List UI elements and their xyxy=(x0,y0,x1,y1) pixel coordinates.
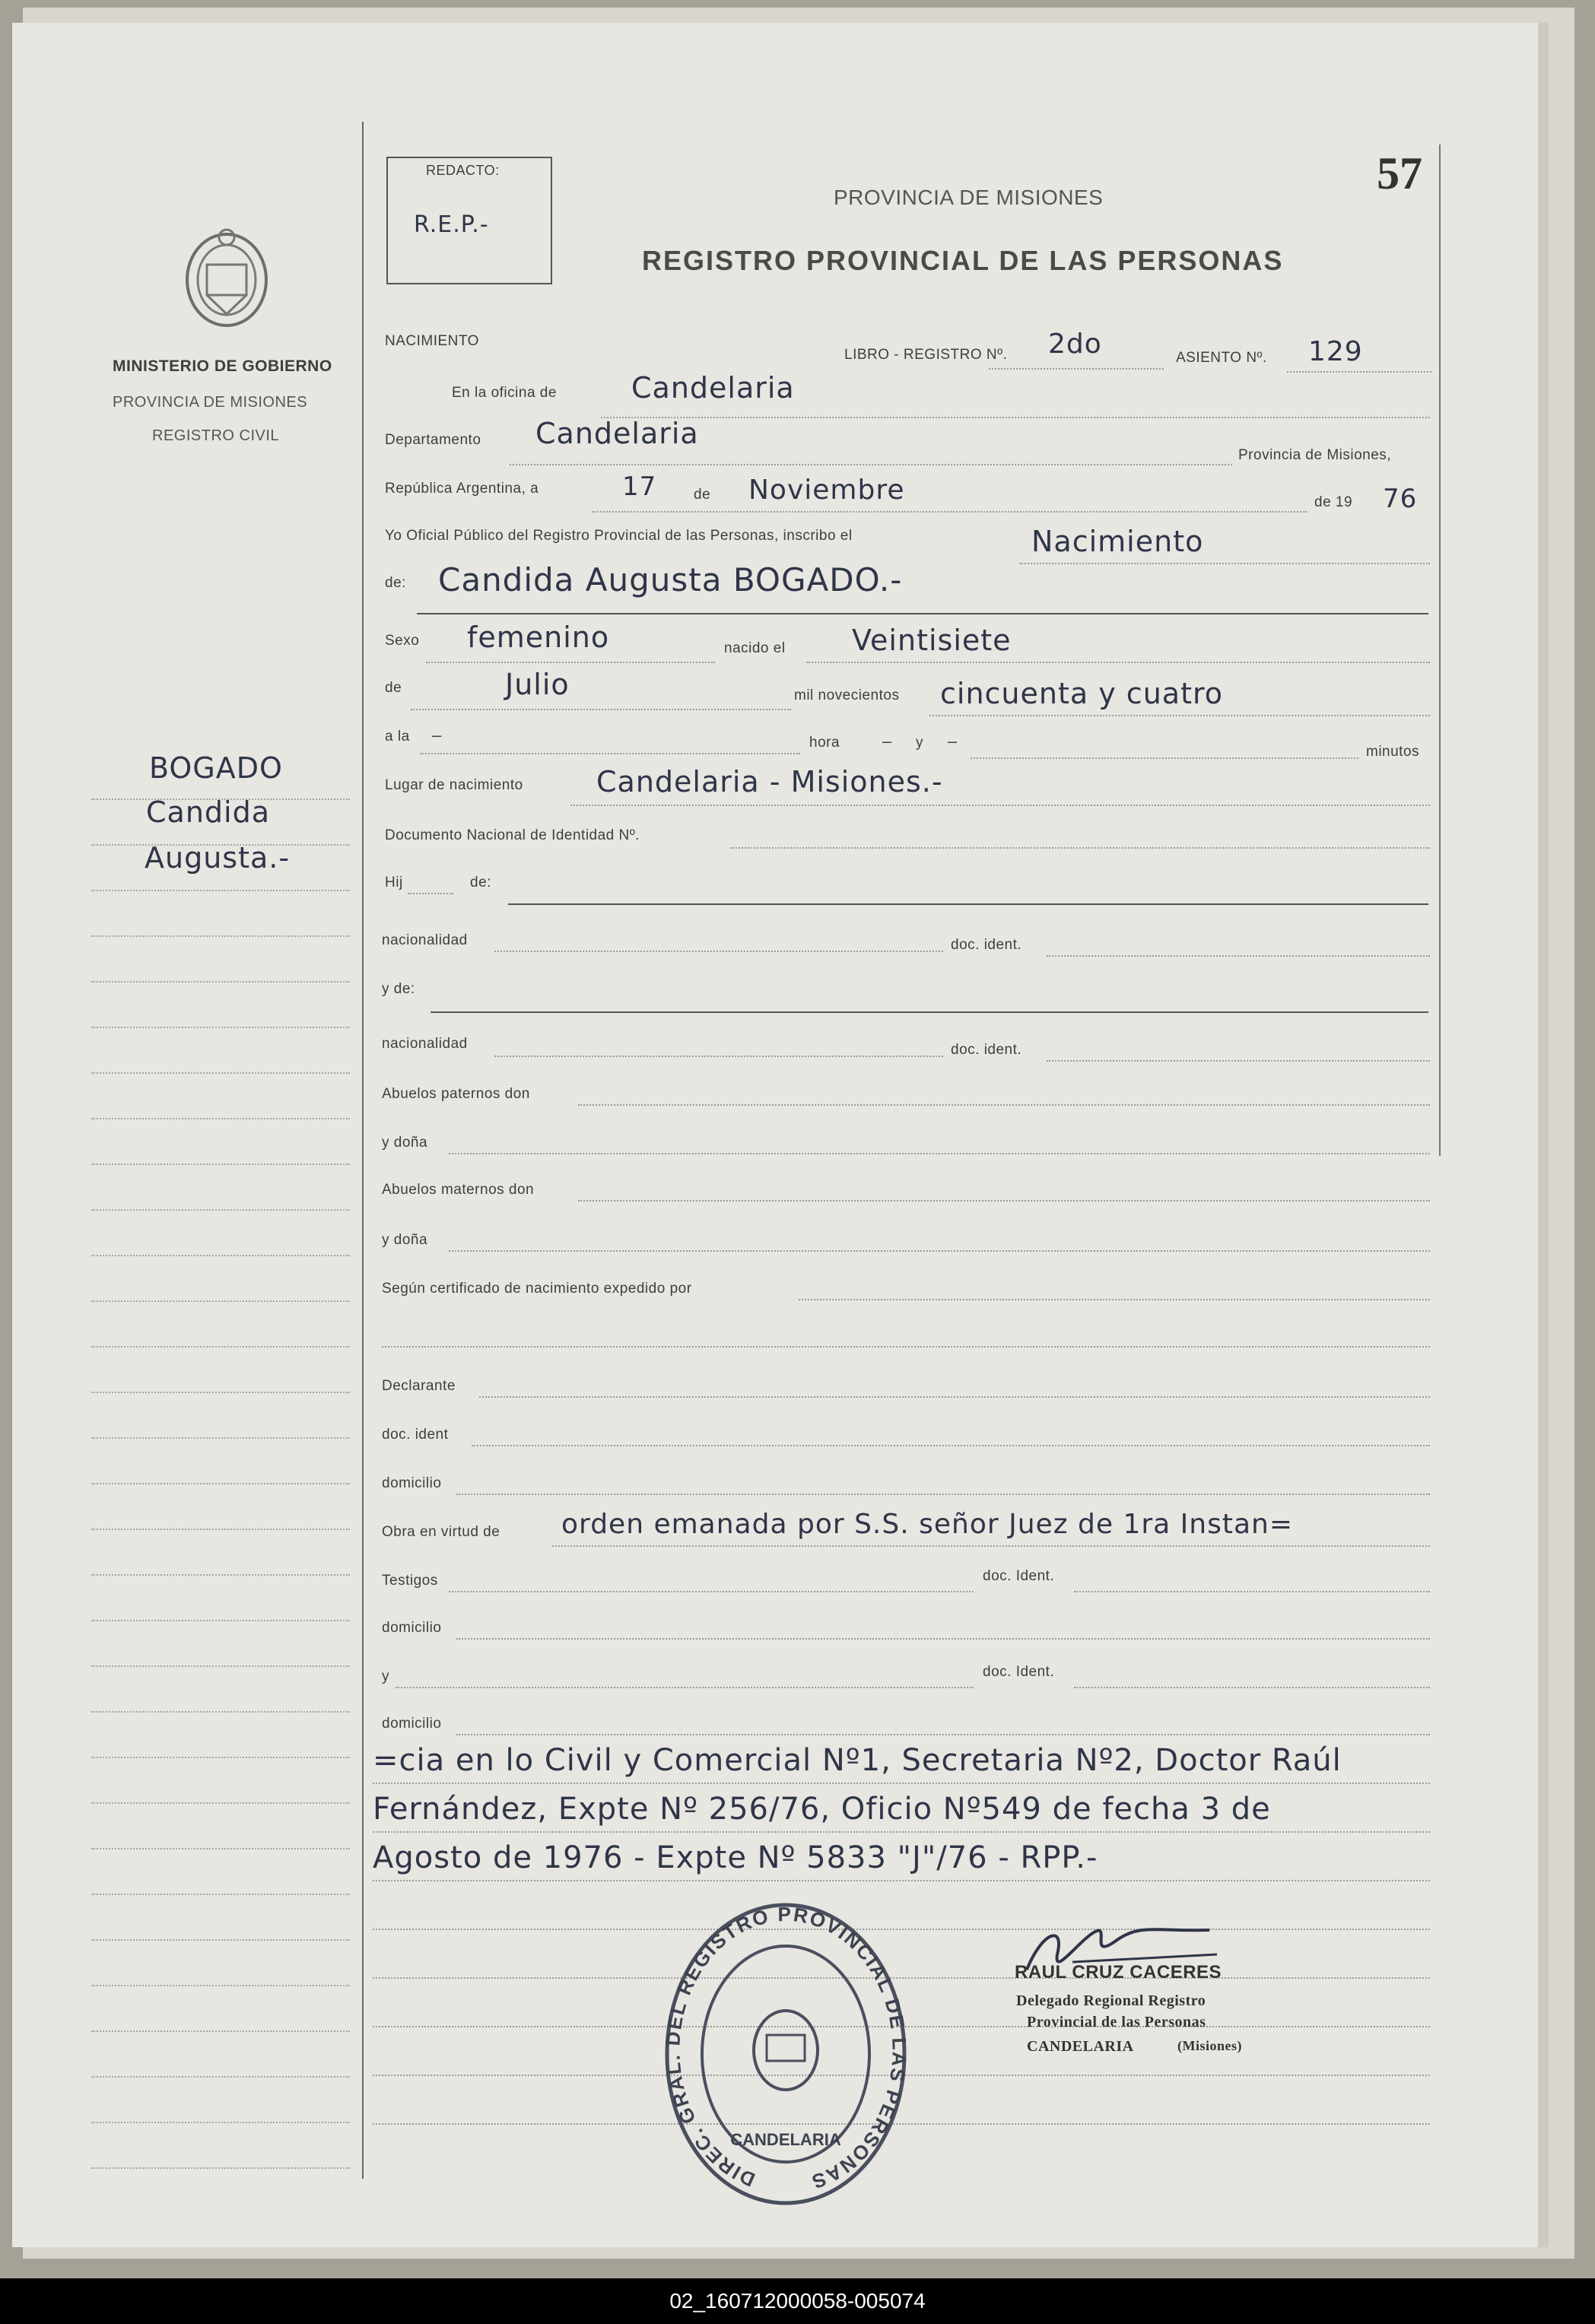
year-value: 76 xyxy=(1383,484,1418,514)
stamp-bottom-text: CANDELARIA xyxy=(730,2130,841,2149)
left-province-label: PROVINCIA DE MISIONES xyxy=(113,394,308,411)
republica-label: República Argentina, a xyxy=(385,481,539,497)
margin-line xyxy=(91,1027,350,1028)
asiento-value: 129 xyxy=(1308,336,1363,367)
y2-label: y xyxy=(382,1668,389,1684)
asiento-label: ASIENTO Nº. xyxy=(1176,350,1267,366)
signer-title-2: Provincial de las Personas xyxy=(1027,2014,1206,2030)
segun-line xyxy=(799,1299,1430,1300)
day-value: 17 xyxy=(622,471,657,502)
lugar-value: Candelaria - Misiones.- xyxy=(596,765,943,798)
official-stamp xyxy=(660,1898,911,2210)
margin-line xyxy=(91,1300,350,1302)
notes-line-2: Fernández, Expte Nº 256/76, Oficio Nº549 de fecha 3 de xyxy=(373,1792,1271,1827)
month-value: Noviembre xyxy=(748,475,905,506)
asiento-line xyxy=(1287,371,1431,373)
de3-label: de: xyxy=(470,875,491,891)
libro-label: LIBRO - REGISTRO Nº. xyxy=(844,347,1008,363)
redacto-box xyxy=(386,157,552,284)
hij-label: Hij xyxy=(385,875,403,891)
doc-ident2-line xyxy=(1047,1060,1430,1062)
sexo-value: femenino xyxy=(467,621,610,654)
hora-value: – xyxy=(882,732,892,751)
nacionalidad2-line xyxy=(494,1056,943,1057)
abuelos-maternos-label: Abuelos maternos don xyxy=(382,1182,535,1198)
hora-label: hora xyxy=(809,735,840,751)
margin-line xyxy=(91,2122,350,2123)
testigos-label: Testigos xyxy=(382,1573,438,1589)
oficial-text: Yo Oficial Público del Registro Provincial de las Personas, inscribo el xyxy=(385,528,853,544)
signer-title-1: Delegado Regional Registro xyxy=(1016,1992,1206,2009)
ydona2-line xyxy=(449,1250,1430,1252)
mil-label: mil novecientos xyxy=(794,687,900,703)
obra-line xyxy=(552,1545,1430,1547)
margin-line xyxy=(91,1255,350,1256)
a-la-label: a la xyxy=(385,729,410,745)
libro-value: 2do xyxy=(1048,329,1102,360)
child-name: Candida Augusta BOGADO.- xyxy=(438,561,903,598)
margin-line xyxy=(91,1802,350,1804)
margin-line xyxy=(91,981,350,983)
notes-line-3: Agosto de 1976 - Expte Nº 5833 "J"/76 - RPP.- xyxy=(373,1840,1098,1875)
doc-ident5-label: doc. Ident. xyxy=(983,1664,1055,1680)
margin-line xyxy=(91,935,350,937)
year-prefix: de 19 xyxy=(1314,494,1353,510)
margin-line xyxy=(91,2167,350,2169)
segun-line-2 xyxy=(382,1346,1430,1348)
stamp-ring-text: DIREC. GRAL. DEL REGISTRO PROVINCIAL DE LAS PERSONAS xyxy=(661,1902,911,2194)
margin-line xyxy=(91,1209,350,1211)
oficial-value: Nacimiento xyxy=(1031,525,1204,558)
hij-name-line xyxy=(508,903,1428,905)
doc-ident2-label: doc. ident. xyxy=(951,1042,1022,1058)
redacto-label: REDACTO: xyxy=(426,163,500,178)
margin-line xyxy=(91,2076,350,2078)
notes-rule-3 xyxy=(373,1880,1430,1881)
margin-line xyxy=(91,2030,350,2032)
domicilio1-label: domicilio xyxy=(382,1475,442,1491)
civil-registry-label: REGISTRO CIVIL xyxy=(152,427,280,444)
oficial-line xyxy=(1019,563,1430,564)
margin-line xyxy=(91,1072,350,1074)
margin-line xyxy=(91,1118,350,1119)
ydona1-label: y doña xyxy=(382,1135,428,1151)
lugar-label: Lugar de nacimiento xyxy=(385,777,523,793)
a-la-line xyxy=(420,753,800,754)
right-rule xyxy=(1439,144,1441,1156)
date-line xyxy=(592,511,1307,513)
margin-line xyxy=(91,844,350,846)
sexo-label: Sexo xyxy=(385,633,420,649)
notes-rule-2 xyxy=(373,1831,1430,1833)
domicilio3-line xyxy=(456,1734,1430,1735)
margin-line xyxy=(91,1392,350,1393)
month2-value: Julio xyxy=(505,668,570,701)
margin-line xyxy=(91,1483,350,1484)
oficina-line xyxy=(601,417,1430,418)
oficina-label: En la oficina de xyxy=(452,385,557,401)
obra-value: orden emanada por S.S. señor Juez de 1ra Instan= xyxy=(561,1509,1294,1540)
testigos-line xyxy=(449,1591,974,1592)
declarante-label: Declarante xyxy=(382,1378,456,1394)
lugar-line xyxy=(570,805,1430,806)
year-text-line xyxy=(929,715,1430,716)
declarante-line xyxy=(479,1396,1430,1398)
page-number: 57 xyxy=(1377,148,1422,198)
domicilio2-label: domicilio xyxy=(382,1620,442,1636)
abuelos-paternos-line xyxy=(578,1104,1430,1106)
redacto-value: R.E.P.- xyxy=(414,211,489,238)
sexo-line xyxy=(426,662,715,663)
margin-surname: BOGADO xyxy=(149,751,283,785)
year-text-value: cincuenta y cuatro xyxy=(940,677,1224,710)
doc-ident5-line xyxy=(1074,1687,1430,1688)
name-line xyxy=(417,613,1428,614)
ydona2-label: y doña xyxy=(382,1232,428,1248)
dni-label: Documento Nacional de Identidad Nº. xyxy=(385,827,640,843)
a-la-value: – xyxy=(432,725,442,745)
nacido-label: nacido el xyxy=(724,640,786,656)
departamento-line xyxy=(510,464,1232,465)
segun-label: Según certificado de nacimiento expedido por xyxy=(382,1281,692,1297)
margin-line xyxy=(91,1164,350,1165)
minutes-line xyxy=(971,757,1358,759)
dni-line xyxy=(730,847,1430,849)
minutos-label: minutos xyxy=(1366,744,1420,760)
departamento-label: Departamento xyxy=(385,432,481,448)
margin-line xyxy=(91,798,350,800)
nacido-line xyxy=(806,662,1430,663)
doc-ident4-label: doc. Ident. xyxy=(983,1568,1055,1584)
doc-ident3-label: doc. ident xyxy=(382,1427,449,1443)
ydona1-line xyxy=(449,1153,1430,1154)
provincia-label: Provincia de Misiones, xyxy=(1238,447,1392,463)
domicilio2-line xyxy=(456,1638,1430,1640)
image-id-footer: 02_160712000058-005074 xyxy=(0,2278,1595,2324)
de-label: de xyxy=(694,487,711,503)
nacionalidad-label: nacionalidad xyxy=(382,932,468,948)
nacimiento-label: NACIMIENTO xyxy=(385,333,479,349)
yde-label: y de: xyxy=(382,981,415,997)
margin-name1: Candida xyxy=(146,795,270,829)
margin-line xyxy=(91,1894,350,1895)
y-label: y xyxy=(916,735,923,751)
de2-label: de xyxy=(385,680,402,696)
notes-rule-1 xyxy=(373,1783,1430,1784)
margin-rule xyxy=(362,122,364,2179)
doc-ident3-line xyxy=(472,1445,1430,1446)
margin-name2: Augusta.- xyxy=(145,841,291,875)
margin-line xyxy=(91,1529,350,1530)
nacionalidad-line xyxy=(494,951,943,952)
signer-province: (Misiones) xyxy=(1177,2038,1242,2053)
de2-line xyxy=(411,709,791,710)
header-registry: REGISTRO PROVINCIAL DE LAS PERSONAS xyxy=(642,245,1284,276)
domicilio3-label: domicilio xyxy=(382,1716,442,1732)
margin-line xyxy=(91,1711,350,1713)
notes-line-1: =cia en lo Civil y Comercial Nº1, Secretaria Nº2, Doctor Raúl xyxy=(373,1743,1342,1778)
oficina-value: Candelaria xyxy=(631,371,795,405)
margin-line xyxy=(91,890,350,891)
margin-line xyxy=(91,1346,350,1348)
departamento-value: Candelaria xyxy=(535,417,699,450)
doc-ident4-line xyxy=(1074,1591,1430,1592)
domicilio1-line xyxy=(456,1494,1430,1495)
margin-line xyxy=(91,1848,350,1849)
margin-line xyxy=(91,1985,350,1986)
abuelos-paternos-label: Abuelos paternos don xyxy=(382,1086,530,1102)
yde-line xyxy=(431,1011,1428,1013)
y2-line xyxy=(396,1687,974,1688)
margin-line xyxy=(91,1939,350,1941)
margin-line xyxy=(91,1665,350,1667)
margin-line xyxy=(91,1437,350,1439)
obra-label: Obra en virtud de xyxy=(382,1524,500,1540)
doc-ident-line xyxy=(1047,955,1430,957)
ministry-label: MINISTERIO DE GOBIERNO xyxy=(113,357,332,375)
y-value: – xyxy=(948,732,958,751)
abuelos-maternos-line xyxy=(578,1200,1430,1202)
margin-line xyxy=(91,1620,350,1621)
libro-line xyxy=(989,368,1164,370)
nacido-value: Veintisiete xyxy=(852,624,1012,657)
nacionalidad2-label: nacionalidad xyxy=(382,1036,468,1052)
de-name-label: de: xyxy=(385,575,406,591)
doc-ident-label: doc. ident. xyxy=(951,937,1022,953)
margin-line xyxy=(91,1574,350,1576)
coat-of-arms-icon xyxy=(176,219,277,335)
signer-name: RAUL CRUZ CACERES xyxy=(1015,1962,1222,1983)
margin-line xyxy=(91,1757,350,1758)
hij-line xyxy=(408,893,453,894)
signer-place: CANDELARIA xyxy=(1027,2038,1134,2055)
header-province: PROVINCIA DE MISIONES xyxy=(834,186,1104,209)
